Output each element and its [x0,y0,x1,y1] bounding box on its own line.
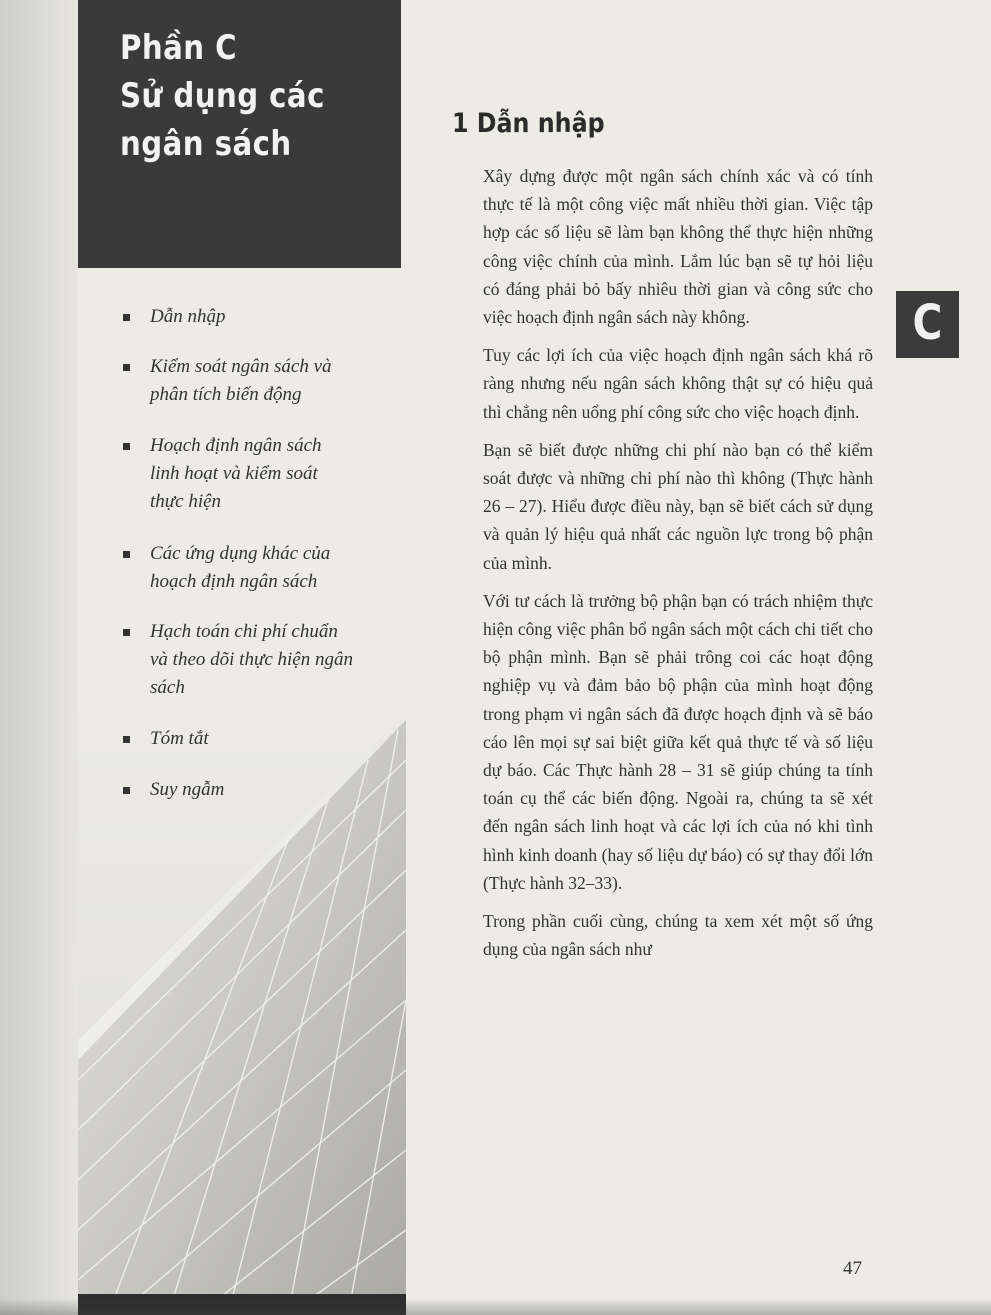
contents-item [120,540,405,596]
contents-item-label: Hạch toán chi phí chuẩn [150,621,338,642]
contents-item-label: Tóm tắt [150,728,209,749]
contents-item-label: linh hoạt và kiểm soát [150,463,318,484]
contents-item-label: phân tích biến động [150,384,302,405]
page-gutter [0,0,78,1315]
paragraph: Bạn sẽ biết được những chi phí nào bạn có thể kiểm soát được và những chi phí nào thì không (Thực hành 26 – 27). Hiểu được điều này, bạn sẽ biết cách sử dụng và quản lý hiệu quả nhất các nguồn lực trong bộ phận của mình. [483,439,873,573]
body-text [483,162,873,973]
contents-item [120,432,405,516]
contents-item-label: và theo dõi thực hiện ngân [150,649,353,670]
paragraph: Tuy các lợi ích của việc hoạch định ngân sách khá rõ ràng nhưng nếu ngân sách không thật sự có hiệu quả thì chẳng nên uổng phí công sức cho việc hoạch định. [483,345,873,422]
contents-item-label: Suy ngẫm [150,779,225,800]
paragraph: Trong phần cuối cùng, chúng ta xem xét một số ứng dụng của ngân sách như [483,911,873,960]
bullet-square-icon [123,364,130,371]
contents-item-label: Kiểm soát ngân sách và [150,356,332,377]
bullet-square-icon [123,629,130,636]
part-tab-letter: C [912,295,943,351]
contents-item-label: sách [150,677,185,698]
contents-item-label: Hoạch định ngân sách [150,435,322,456]
part-title-line: ngân sách [120,124,292,164]
page-number: 47 [843,1258,862,1279]
bullet-square-icon [123,787,130,794]
bullet-square-icon [123,551,130,558]
contents-item-label: Dẫn nhập [150,306,226,327]
paragraph: Với tư cách là trưởng bộ phận bạn có trách nhiệm thực hiện công việc phân bổ ngân sách một cách chi tiết cho bộ phận mình. Bạn sẽ phải trông coi các hoạt động nghiệp vụ và đảm bảo bộ phận của mình hoạt động trong phạm vi ngân sách đã được hoạch định và sẽ báo cáo lên mọi sự sai biệt giữa kết quả thực tế và số liệu dự báo. Các Thực hành 28 – 31 sẽ giúp chúng ta tính toán cụ thể các biến động. Ngoài ra, chúng ta sẽ xét đến ngân sách linh hoạt và các lợi ích của nó khi tình hình kinh doanh (hay số liệu dự báo) có sự thay đổi lớn (Thực hành 32–33). [483,590,873,893]
contents-item [120,303,405,331]
page-bottom-edge [0,1298,991,1315]
contents-item [120,618,405,702]
contents-item [120,725,405,753]
bullet-square-icon [123,314,130,321]
section-heading: 1 Dẫn nhập [452,108,605,139]
contents-item-label: thực hiện [150,491,222,512]
contents-item [120,353,405,409]
part-title-line: Sử dụng các [120,76,325,116]
contents-item-label: Các ứng dụng khác của [150,543,331,564]
part-title [120,24,352,168]
contents-item-label: hoạch định ngân sách [150,571,318,592]
bullet-square-icon [123,443,130,450]
part-tab [896,291,959,358]
contents-item [120,776,405,804]
paragraph: Xây dựng được một ngân sách chính xác và có tính thực tế là một công việc mất nhiều thời gian. Việc tập hợp các số liệu sẽ làm bạn không thể thực hiện những công việc chính của mình. Lắm lúc bạn sẽ tự hỏi liệu có đáng phải bỏ bấy nhiêu thời gian và công sức cho việc hoạch định ngân sách này không. [483,166,873,328]
part-title-line: Phần C [120,28,238,68]
bullet-square-icon [123,736,130,743]
